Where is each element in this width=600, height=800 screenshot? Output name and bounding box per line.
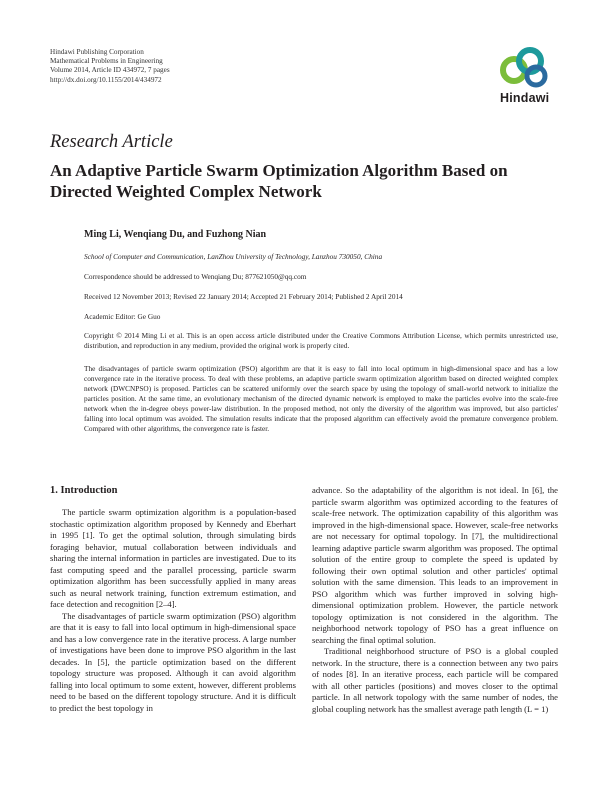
volume-info: Volume 2014, Article ID 434972, 7 pages — [50, 66, 170, 75]
body-column-left — [50, 485, 296, 714]
body-column-right — [312, 485, 558, 715]
author-list: Ming Li, Wenqiang Du, and Fuzhong Nian — [84, 229, 267, 240]
correspondence: Correspondence should be addressed to Wenqiang Du; 877621050@qq.com — [84, 272, 307, 281]
paragraph: The disadvantages of particle swarm optimization (PSO) algorithm are that it is easy to fall into local optimum in high-dimensional space and has a low convergence rate in the iterative process. A large number of investigations have been done to improve PSO algorithm in the last decades. In [5], the particle optimization based on the different topology structure was proposed. Although it can avoid algorithm falling into local optimum to some extent, however, different problems need to be based on the different topology structure. And it is difficult to predict the best topology in — [50, 610, 296, 713]
article-title: An Adaptive Particle Swarm Optimization Algorithm Based on Directed Weighted Complex Network — [50, 161, 508, 201]
affiliation: School of Computer and Communication, LanZhou University of Technology, Lanzhou 730050, China — [84, 252, 383, 261]
publication-dates: Received 12 November 2013; Revised 22 January 2014; Accepted 21 February 2014; Published 2 April 2014 — [84, 292, 403, 301]
doi-link[interactable]: http://dx.doi.org/10.1155/2014/434972 — [50, 75, 162, 84]
copyright-notice: Copyright © 2014 Ming Li et al. This is an open access article distributed under the Creative Commons Attribution License, which permits unrestricted use, distribution, and reproduction in any medium, provided the original work is properly cited. — [84, 331, 558, 350]
hindawi-logo-text: Hindawi — [500, 91, 550, 105]
paragraph: advance. So the adaptability of the algorithm is not ideal. In [6], the particle swarm algorithm was optimized according to the features of scale-free network. The optimization capability of this algorithm was improved in the high-dimensional space. However, scale-free networks are not necessary for optimal topology. In [7], the multidirectional learning adaptive particle swarm algorithm was proposed. The optimal solution of the entire group to complete the speed is updated by following their own optimal solution and other particles' optimal solution with the same dimension. This leads to an improvement in PSO algorithm which was further improved in solving high-dimensional optimization problem. However, the particle network topology optimization is not considered in the algorithm. The neighborhood network topology of PSO has a great influence on searching the final optimal solution. — [312, 485, 558, 645]
publisher-name: Hindawi Publishing Corporation — [50, 48, 144, 56]
journal-name: Mathematical Problems in Engineering — [50, 57, 163, 66]
abstract: The disadvantages of particle swarm optimization (PSO) algorithm are that it is easy to fall into local optimum in high-dimensional space and has a low convergence rate in the iterative process. To deal with these problems, an adaptive particle swarm optimization algorithm based on directed weighted complex network (DWCNPSO) is proposed. Particles can be scattered uniformly over the search space by using the topology of small-world network to initialize the particles position. At the same time, an evolutionary mechanism of the directed dynamic network is employed to make the particles evolve into the scale-free network when the in-degree obeys power-law distribution. In the proposed method, not only the diversity of the algorithm was improved, but also particles' falling into local optimum was avoided. The simulation results indicate that the proposed algorithm can effectively avoid the premature convergence problem. Compared with other algorithms, the convergence rate is faster. — [84, 364, 558, 433]
academic-editor: Academic Editor: Ge Guo — [84, 312, 161, 321]
paragraph: The particle swarm optimization algorithm is a population-based stochastic optimization algorithm proposed by Kennedy and Eberhart in 1995 [1]. To get the optimal solution, through simulating birds foraging behavior, mutual collaboration between individuals and sharing the internal information in particles are investigated. Due to its fast computing speed and the parallel processing, particle swarm optimization algorithm has been successfully applied in many areas such as neural network training, function extremum estimation, and face detection and recognition [2–4]. — [50, 507, 296, 609]
paragraph: Traditional neighborhood structure of PSO is a global coupled network. In the structure, there is a connection between any two pairs of nodes [8]. In an iterative process, each particle will be compared with all other particles (positions) and moves closer to the optimal particle. In all network topology with the same number of nodes, the global coupling network has the smallest average path length (L = 1) — [312, 646, 558, 714]
section-heading: 1. Introduction — [50, 485, 118, 496]
hindawi-logo-icon — [496, 44, 556, 95]
article-type: Research Article — [50, 132, 173, 152]
journal-header — [50, 48, 170, 85]
